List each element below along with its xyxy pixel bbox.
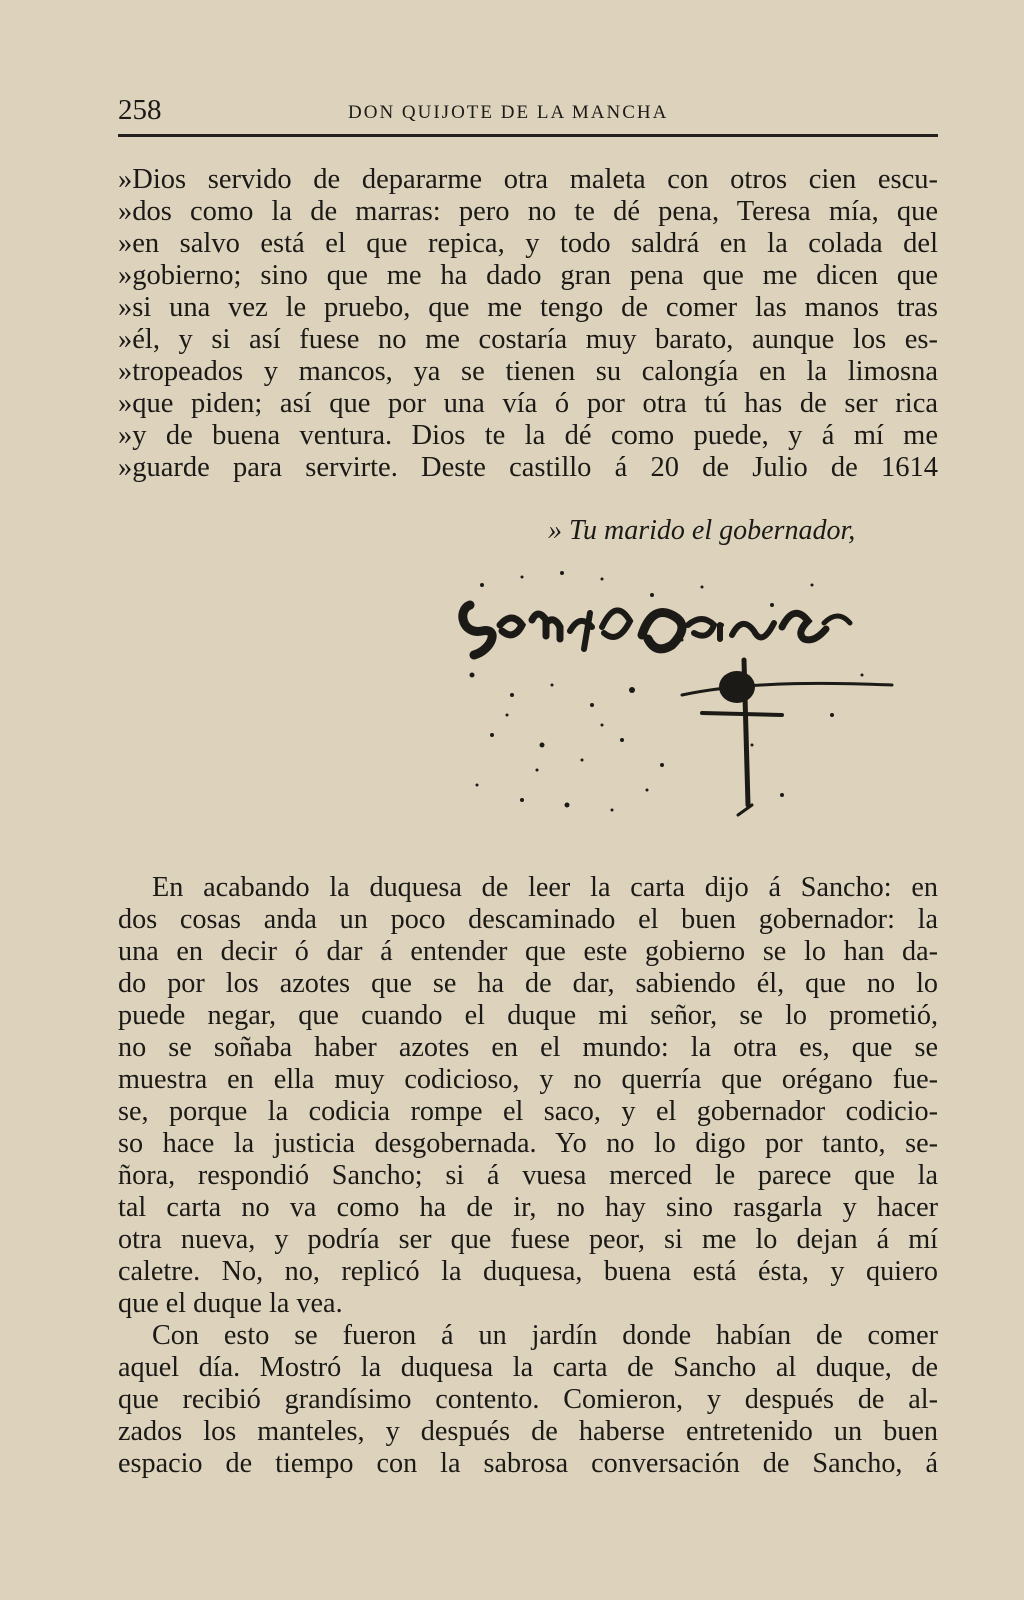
body-line: no se soñaba haber azotes en el mundo: la otra es, que se bbox=[118, 1032, 938, 1063]
body-line: Con esto se fueron á un jardín donde habían de comer bbox=[152, 1320, 938, 1351]
header-rule bbox=[118, 134, 938, 137]
body-line: espacio de tiempo con la sabrosa conversación de Sancho, á bbox=[118, 1448, 938, 1479]
body-line: otra nueva, y podría ser que fuese peor, si me lo dejan á mí bbox=[118, 1224, 938, 1255]
body-line: que el duque la vea. bbox=[118, 1288, 343, 1319]
page-header bbox=[118, 94, 938, 126]
letter-line: »que piden; así que por una vía ó por otra tú has de ser rica bbox=[118, 388, 938, 419]
letter-closing: » Tu marido el gobernador, bbox=[548, 515, 856, 546]
body-line: aquel día. Mostró la duquesa la carta de Sancho al duque, de bbox=[118, 1352, 938, 1383]
body-line: tal carta no va como ha de ir, no hay sino rasgarla y hacer bbox=[118, 1192, 938, 1223]
letter-line: »Dios servido de depararme otra maleta con otros cien escu- bbox=[118, 164, 938, 195]
body-line: puede negar, que cuando el duque mi señor, se lo prometió, bbox=[118, 1000, 938, 1031]
body-line: do por los azotes que se ha de dar, sabiendo él, que no lo bbox=[118, 968, 938, 999]
body-line: se, porque la codicia rompe el saco, y el gobernador codicio- bbox=[118, 1096, 938, 1127]
page-number: 258 bbox=[118, 94, 162, 126]
signature-image bbox=[452, 565, 907, 835]
letter-line: »en salvo está el que repica, y todo saldrá en la colada del bbox=[118, 228, 938, 259]
body-line: En acabando la duquesa de leer la carta dijo á Sancho: en bbox=[152, 872, 938, 903]
letter-line: »tropeados y mancos, ya se tienen su calongía en la limosna bbox=[118, 356, 938, 387]
body-line: muestra en ella muy codicioso, y no querría que orégano fue- bbox=[118, 1064, 938, 1095]
letter-line: »guarde para servirte. Deste castillo á 20 de Julio de 1614 bbox=[118, 452, 938, 483]
letter-text bbox=[118, 164, 938, 484]
body-line: zados los manteles, y después de haberse entretenido un buen bbox=[118, 1416, 938, 1447]
letter-line: »si una vez le pruebo, que me tengo de comer las manos tras bbox=[118, 292, 938, 323]
letter-line: »dos como la de marras: pero no te dé pena, Teresa mía, que bbox=[118, 196, 938, 227]
letter-line: »él, y si así fuese no me costaría muy barato, aunque los es- bbox=[118, 324, 938, 355]
letter-line: »gobierno; sino que me ha dado gran pena que me dicen que bbox=[118, 260, 938, 291]
body-line: dos cosas anda un poco descaminado el buen gobernador: la bbox=[118, 904, 938, 935]
body-line: una en decir ó dar á entender que este gobierno se lo han da- bbox=[118, 936, 938, 967]
body-text bbox=[118, 872, 938, 1480]
body-line: que recibió grandísimo contento. Comieron, y después de al- bbox=[118, 1384, 938, 1415]
body-line: so hace la justicia desgobernada. Yo no lo digo por tanto, se- bbox=[118, 1128, 938, 1159]
body-line: ñora, respondió Sancho; si á vuesa merced le parece que la bbox=[118, 1160, 938, 1191]
body-line: caletre. No, no, replicó la duquesa, buena está ésta, y quiero bbox=[118, 1256, 938, 1287]
running-title: DON QUIJOTE DE LA MANCHA bbox=[348, 102, 669, 123]
letter-line: »y de buena ventura. Dios te la dé como puede, y á mí me bbox=[118, 420, 938, 451]
